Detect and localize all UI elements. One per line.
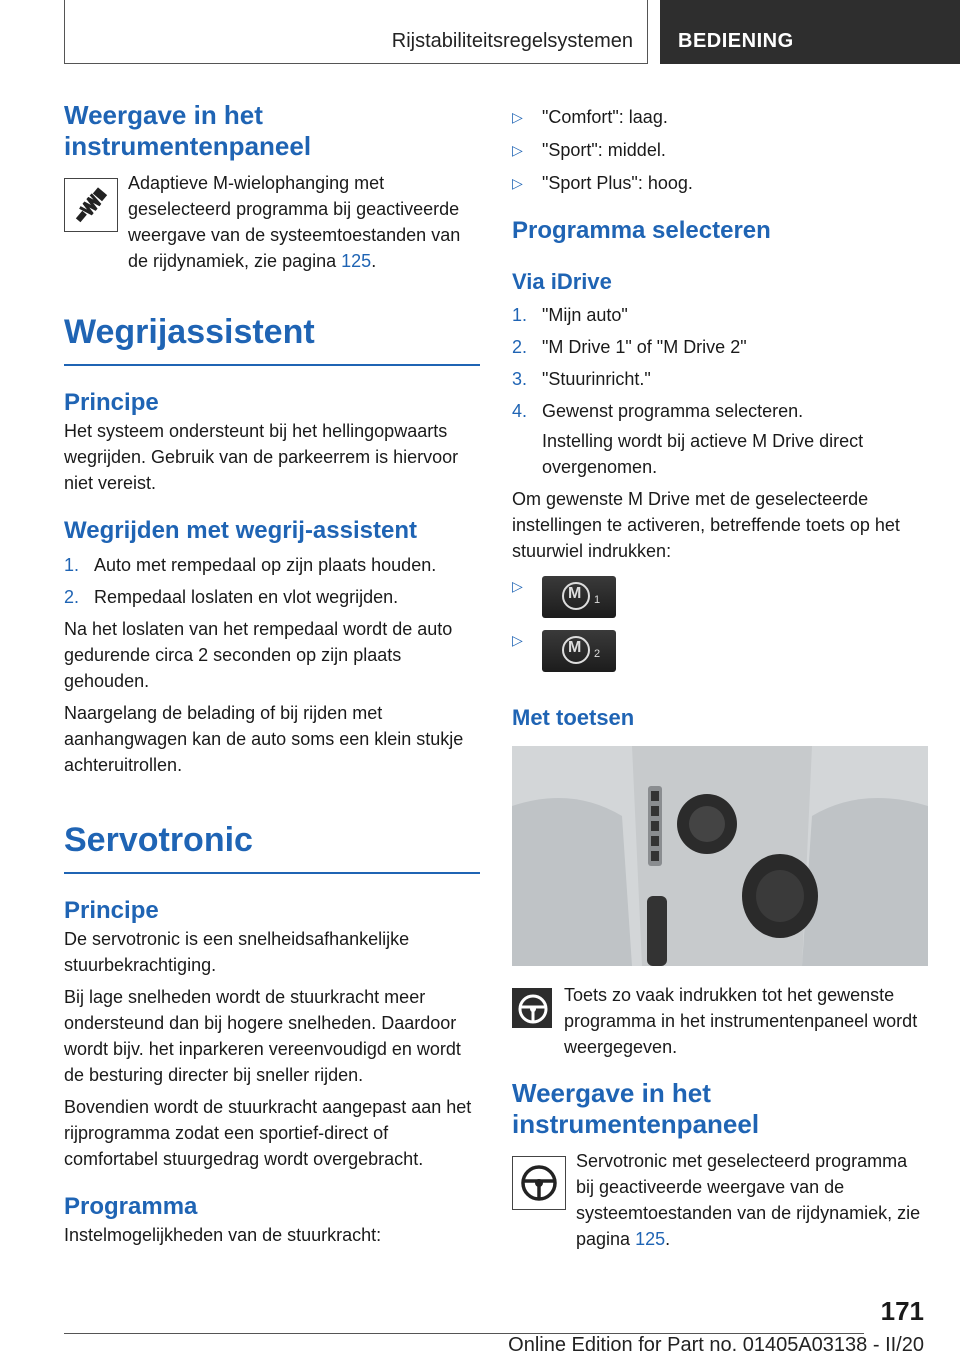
triangle-bullet-icon: ▷ [512,142,523,158]
list-item: 2. Rempedaal loslaten en vlot wegrijden. [64,587,399,607]
paragraph: Om gewenste M Drive met de geselecteerde instellingen te activeren, betreffende toets op het stuurwiel indrukken: [512,489,900,561]
programma-heading: Programma [64,1193,198,1220]
list-item: ▷ "Sport Plus": hoog. [512,170,928,196]
list-item: 1. "Mijn auto" [512,305,628,325]
display-text: Servotronic met geselecteerd programma bij geactiveerde weergave van de systeemtoestanden van de rijdynamiek, zie pagina [576,1151,921,1249]
page-link[interactable]: 125 [341,251,372,271]
display-heading: Weergave in het instrumentenpaneel [64,100,312,161]
header-section-tab [64,0,648,64]
triangle-bullet-icon: ▷ [512,578,523,594]
header-chapter-tab [660,0,960,64]
paragraph: Na het loslaten van het rempedaal wordt de auto gedurende circa 2 seconden op zijn plaats gehouden. [64,619,453,691]
m-drive-1-row [512,576,928,626]
page-number: 171 [880,1296,924,1326]
footer-edition: Online Edition for Part no. 01405A03138 - II/20 [508,1334,924,1356]
paragraph: De servotronic is een snelheidsafhankelijke stuurbekrachtiging. [64,929,410,975]
list-item: ▷ "Sport": middel. [512,137,928,163]
paragraph: Instelmogelijkheden van de stuurkracht: [64,1225,382,1245]
paragraph: Naargelang de belading of bij rijden met aanhangwagen kan de auto soms een klein stukje achteruitrollen. [64,703,464,775]
step-note: Instelling wordt bij actieve M Drive direct overgenomen. [542,431,864,477]
idrive-heading: Via iDrive [512,269,612,294]
paragraph: Bovendien wordt de stuurkracht aangepast aan het rijprogramma zodat een sportief-direct of comfortabel stuurgedrag wordt overgebracht. [64,1097,472,1169]
wegrijden-steps [64,552,480,610]
display-text: Adaptieve M-wielophanging met geselecteerd programma bij geactiveerde weergave van de systeemtoestanden van de rijdynamiek, zie pagina [128,173,461,271]
triangle-bullet-icon: ▷ [512,175,523,191]
principe-heading: Principe [64,389,159,416]
steering-wheel-icon [512,1156,566,1210]
select-heading: Programma selecteren [512,217,771,244]
list-item: 1. Auto met rempedaal op zijn plaats houden. [64,555,437,575]
triangle-bullet-icon: ▷ [512,109,523,125]
paragraph: Bij lage snelheden wordt de stuurkracht meer ondersteund dan bij hogere snelheden. Daardoor wordt bijv. het inparkeren vereenvoudigd en wordt de besturing directer bij sneller rijden. [64,987,461,1085]
m-drive-1-button-icon: M 1 [542,576,616,618]
list-item: 2. "M Drive 1" of "M Drive 2" [512,337,747,357]
header-section-title: Rijstabiliteitsregelsystemen [391,30,633,52]
principe-heading: Principe [64,897,159,924]
servotronic-title: Servotronic [64,820,480,874]
list-item: 3. "Stuurinricht." [512,369,651,389]
list-item: 4. Gewenst programma selecteren. [512,401,804,421]
list-item: ▷ "Comfort": laag. [512,104,928,130]
toetsen-heading: Met toetsen [512,705,635,730]
idrive-steps [512,302,928,424]
steering-toets-block [512,982,928,1062]
triangle-bullet-icon: ▷ [512,632,523,648]
m-drive-2-button-icon: M 2 [542,630,616,672]
principe-text: Het systeem ondersteunt bij het hellingopwaarts wegrijden. Gebruik van de parkeerrem is hiervoor niet vereist. [64,421,459,493]
left-column [64,100,480,1248]
wegrijden-heading: Wegrijden met wegrij-assistent [64,517,417,544]
center-console-photo [512,746,928,966]
page-link[interactable]: 125 [635,1229,666,1249]
suspension-display-block: Adaptieve M-wielophanging met geselecteerd programma bij geactiveerde weergave van de systeemtoestanden van de rijdynamiek, zie pagina 125. [64,170,480,274]
m-drive-2-row [512,630,928,680]
display-heading: Weergave in het instrumentenpaneel [512,1078,760,1139]
header-chapter-title: BEDIENING [678,30,794,52]
suspension-icon [64,178,118,232]
wegrijassistent-title: Wegrijassistent [64,312,480,366]
stuurkracht-options [512,104,928,196]
toets-text: Toets zo vaak indrukken tot het gewenste programma in het instrumentenpaneel wordt weergegeven. [564,985,918,1057]
servotronic-display-block: Servotronic met geselecteerd programma bij geactiveerde weergave van de systeemtoestanden van de rijdynamiek, zie pagina 125. [512,1148,928,1252]
right-column [512,104,928,1252]
steering-wheel-icon [512,988,552,1028]
